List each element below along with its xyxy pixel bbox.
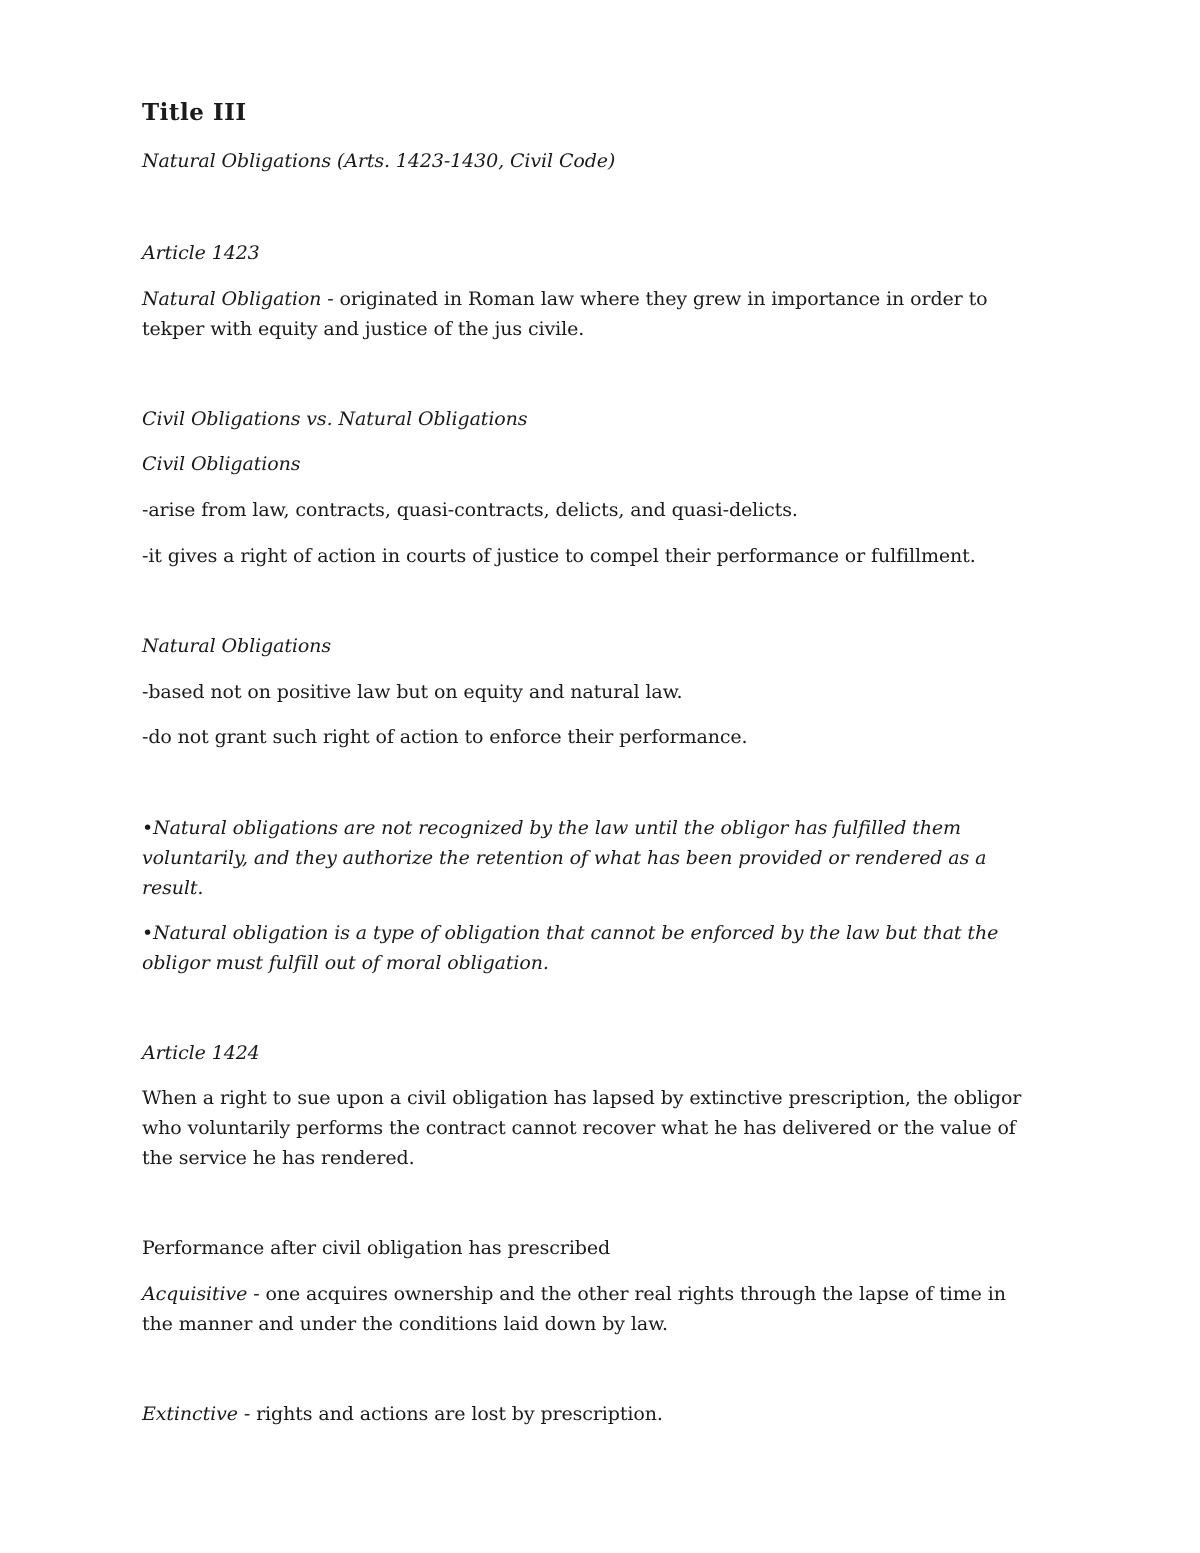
article-1424-line-2: who voluntarily performs the contract cannot recover what he has delivered or the value of	[142, 1117, 1016, 1139]
extinctive-term: Extinctive	[142, 1403, 238, 1425]
article-1424-heading: Article 1424	[142, 1042, 260, 1064]
note-1-line-2: voluntarily, and they authorize the retention of what has been provided or rendered as a	[142, 847, 987, 869]
acquisitive-line-1	[142, 1279, 1042, 1309]
civil-point-2: -it gives a right of action in courts of justice to compel their performance or fulfillment.	[142, 545, 976, 567]
natural-point-2: -do not grant such right of action to enforce their performance.	[142, 726, 748, 748]
definition-term: Natural Obligation	[142, 288, 322, 310]
acquisitive-line-2: the manner and under the conditions laid down by law.	[142, 1313, 668, 1335]
note-2-line-1: •Natural obligation is a type of obligation that cannot be enforced by the law but that the	[142, 922, 999, 944]
civil-obligations-heading: Civil Obligations	[142, 453, 301, 475]
article-1424-line-3: the service he has rendered.	[142, 1147, 415, 1169]
civil-point-1: -arise from law, contracts, quasi-contracts, delicts, and quasi-delicts.	[142, 499, 798, 521]
note-1-line-1: •Natural obligations are not recognized by the law until the obligor has fulfilled them	[142, 817, 961, 839]
acquisitive-term: Acquisitive	[142, 1283, 248, 1305]
prescription-heading: Performance after civil obligation has prescribed	[142, 1237, 611, 1259]
note-1	[142, 813, 1042, 903]
note-2-line-2: obligor must fulfill out of moral obligation.	[142, 952, 549, 974]
article-1423-heading: Article 1423	[142, 242, 260, 264]
extinctive-definition	[142, 1399, 1042, 1429]
natural-obligations-heading: Natural Obligations	[142, 635, 331, 657]
extinctive-text: - rights and actions are lost by prescription.	[237, 1403, 663, 1425]
acquisitive-text: - one acquires ownership and the other real rights through the lapse of time in	[247, 1283, 1006, 1305]
note-2	[142, 918, 1042, 978]
definition-line-1	[142, 284, 1042, 314]
natural-obligation-definition	[142, 284, 1042, 344]
acquisitive-definition	[142, 1279, 1042, 1339]
comparison-heading: Civil Obligations vs. Natural Obligations	[142, 408, 528, 430]
definition-line-2: tekper with equity and justice of the jus civile.	[142, 318, 585, 340]
definition-text: - originated in Roman law where they grew in importance in order to	[321, 288, 988, 310]
document-subtitle: Natural Obligations (Arts. 1423-1430, Civil Code)	[142, 150, 616, 172]
natural-point-1: -based not on positive law but on equity and natural law.	[142, 681, 683, 703]
extinctive-line-1	[142, 1399, 1042, 1429]
article-1424-line-1: When a right to sue upon a civil obligation has lapsed by extinctive prescription, the obligor	[142, 1087, 1022, 1109]
document-title: Title III	[142, 99, 247, 126]
article-1424-text	[142, 1083, 1042, 1173]
note-1-line-3: result.	[142, 877, 204, 899]
